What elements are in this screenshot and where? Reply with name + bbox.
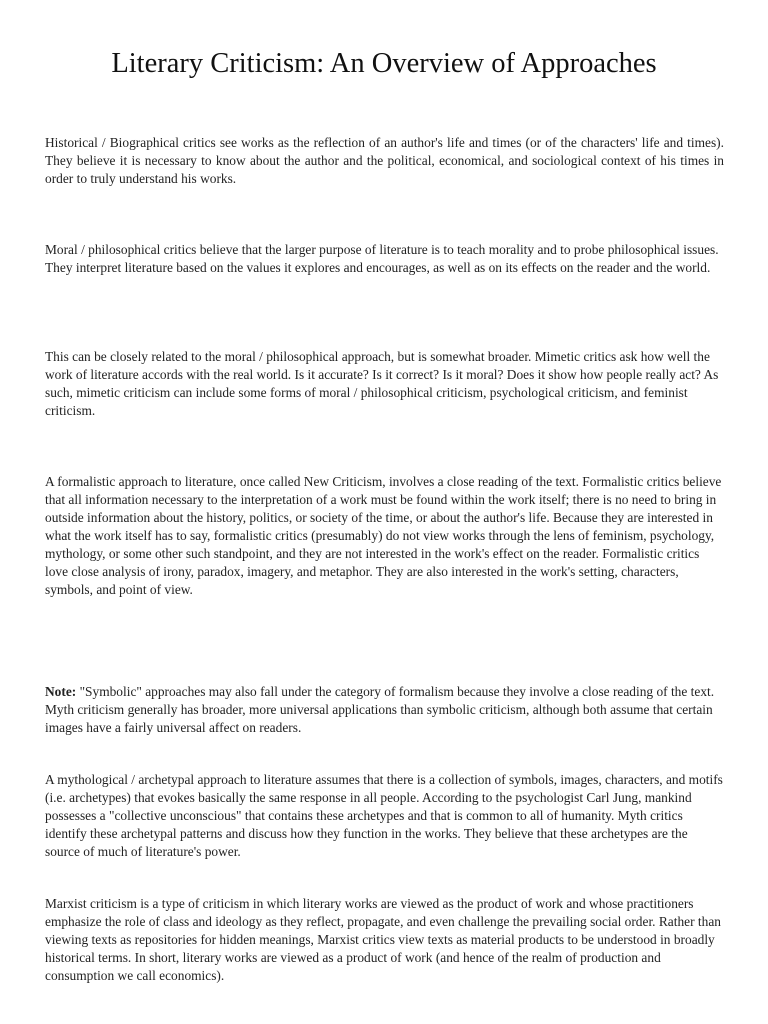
paragraph-mimetic: This can be closely related to the moral / philosophical approach, but is somewhat broader. Mimetic critics ask how well the work of literature accords with the real world. Is it accurate? Is it correct? Is it moral? Does it show how people really act? As such, mimetic criticism can include some forms of moral / philosophical criticism, psychological criticism, and feminist criticism.: [45, 349, 719, 418]
paragraph-historical-biographical: Historical / Biographical critics see works as the reflection of an author's life and times (or of the characters' life and times). They believe it is necessary to know about the author and the political, economical, and sociological context of his times in order to truly understand his works.: [45, 135, 724, 186]
note-label: Note:: [45, 684, 77, 699]
paragraph-mythological-archetypal: A mythological / archetypal approach to literature assumes that there is a collection of symbols, images, characters, and motifs (i.e. archetypes) that evokes basically the same response in all people. According to the psychologist Carl Jung, mankind possesses a "collective unconscious" that contains these archetypes and that is common to all of humanity. Myth critics identify these archetypal patterns and discuss how they function in the works. They believe that these archetypes are the source of much of literature's power.: [45, 772, 723, 859]
page-title: Literary Criticism: An Overview of Approaches: [111, 48, 657, 79]
paragraph-note: [45, 683, 724, 737]
paragraph-marxist: Marxist criticism is a type of criticism in which literary works are viewed as the product of work and whose practitioners emphasize the role of class and ideology as they reflect, propagate, and even challenge the prevailing social order. Rather than viewing texts as repositories for hidden meanings, Marxist critics view texts as material products to be understood in broadly historical terms. In short, literary works are viewed as a product of work (and hence of the realm of production and consumption we call economics).: [45, 896, 721, 983]
paragraph-moral-philosophical: Moral / philosophical critics believe that the larger purpose of literature is to teach morality and to probe philosophical issues. They interpret literature based on the values it explores and encourages, as well as on its effects on the reader and the world.: [45, 242, 719, 275]
note-text: "Symbolic" approaches may also fall under the category of formalism because they involve a close reading of the text. Myth criticism generally has broader, more universal applications than symbolic criticism, although both assume that certain images have a fairly universal affect on readers.: [45, 684, 715, 735]
paragraph-formalistic: A formalistic approach to literature, once called New Criticism, involves a close reading of the text. Formalistic critics believe that all information necessary to the interpretation of a work must be found within the work itself; there is no need to bring in outside information about the history, politics, or society of the time, or about the author's life. Because they are interested in what the work itself has to say, formalistic critics (presumably) do not view works through the lens of feminism, psychology, mythology, or some other such standpoint, and they are not interested in the work's effect on the reader. Formalistic critics love close analysis of irony, paradox, imagery, and metaphor. They are also interested in the work's setting, characters, symbols, and point of view.: [45, 474, 722, 597]
